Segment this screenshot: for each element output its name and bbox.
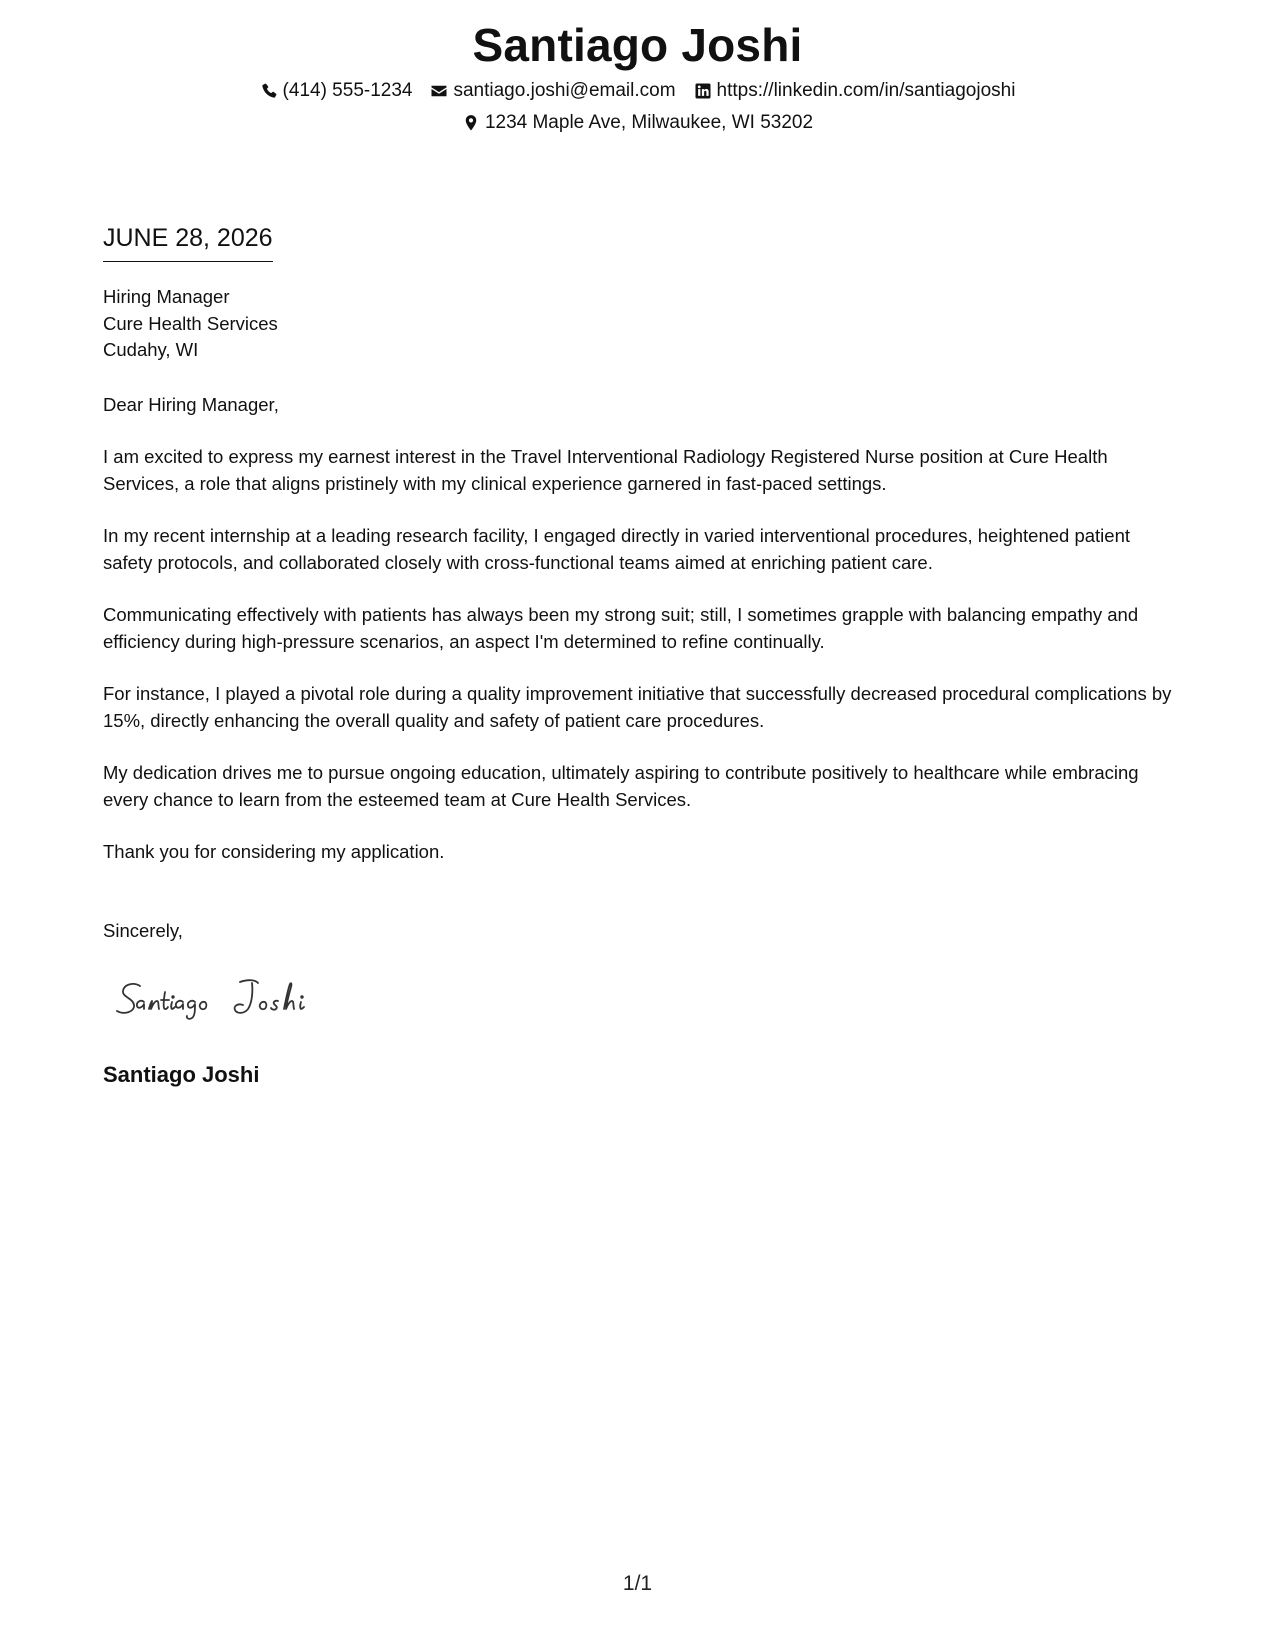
- page-number: 1/1: [622, 1572, 653, 1595]
- paragraph: [103, 602, 1183, 655]
- paragraph: [103, 839, 1183, 866]
- paragraph-text: My dedication drives me to pursue ongoing education, ultimately aspiring to contribute positively to healthcare while embracing every chance to learn from the esteemed team at Cure Health Services.: [103, 762, 1139, 810]
- paragraph: [103, 523, 1183, 576]
- contact-info-row: [0, 80, 1275, 102]
- map-pin-icon: [462, 114, 480, 132]
- greeting: [103, 392, 1183, 419]
- paragraph-text: Communicating effectively with patients has always been my strong suit; still, I sometimes grapple with balancing empathy and efficiency during high-pressure scenarios, an aspect I'm determined to refine continually.: [103, 604, 1139, 652]
- email-text: santiago.joshi@email.com: [453, 80, 676, 101]
- contact-email: [430, 80, 675, 102]
- paragraph: [103, 444, 1183, 497]
- recipient-title: Hiring Manager: [103, 286, 230, 307]
- applicant-name-heading: Santiago Joshi: [472, 19, 803, 71]
- letter-date: JUNE 28, 2026: [103, 224, 273, 262]
- address-row: [0, 112, 1275, 134]
- paragraph-text: I am excited to express my earnest interest in the Travel Interventional Radiology Registered Nurse position at Cure Health Services, a role that aligns pristinely with my clinical experience garnered in fast-paced settings.: [103, 446, 1108, 494]
- contact-phone: [260, 80, 413, 102]
- address-text: 1234 Maple Ave, Milwaukee, WI 53202: [484, 112, 814, 133]
- recipient-location: Cudahy, WI: [103, 339, 199, 360]
- paragraph-text: Thank you for considering my application.: [103, 841, 445, 862]
- linkedin-icon: [694, 82, 712, 100]
- envelope-icon: [430, 82, 448, 100]
- closing-text: Sincerely,: [103, 920, 183, 941]
- phone-text: (414) 555-1234: [282, 80, 413, 101]
- signer-name: Santiago Joshi: [103, 1062, 260, 1087]
- recipient-block: [103, 284, 278, 364]
- paragraph-text: In my recent internship at a leading research facility, I engaged directly in varied interventional procedures, heightened patient safety protocols, and collaborated closely with cross-functional teams aimed at enriching patient care.: [103, 525, 1131, 573]
- paragraph: [103, 760, 1183, 813]
- contact-linkedin: [694, 80, 1016, 102]
- phone-icon: [260, 82, 278, 100]
- contact-address: [462, 112, 813, 134]
- paragraph: [103, 681, 1183, 734]
- closing: [103, 918, 1183, 945]
- greeting-text: Dear Hiring Manager,: [103, 394, 279, 415]
- handwritten-signature: [112, 972, 362, 1032]
- recipient-company: Cure Health Services: [103, 312, 278, 334]
- linkedin-text: https://linkedin.com/in/santiagojoshi: [716, 80, 1016, 101]
- paragraph-text: For instance, I played a pivotal role during a quality improvement initiative that successfully decreased procedural complications by 15%, directly enhancing the overall quality and safety of patient care procedures.: [103, 683, 1172, 731]
